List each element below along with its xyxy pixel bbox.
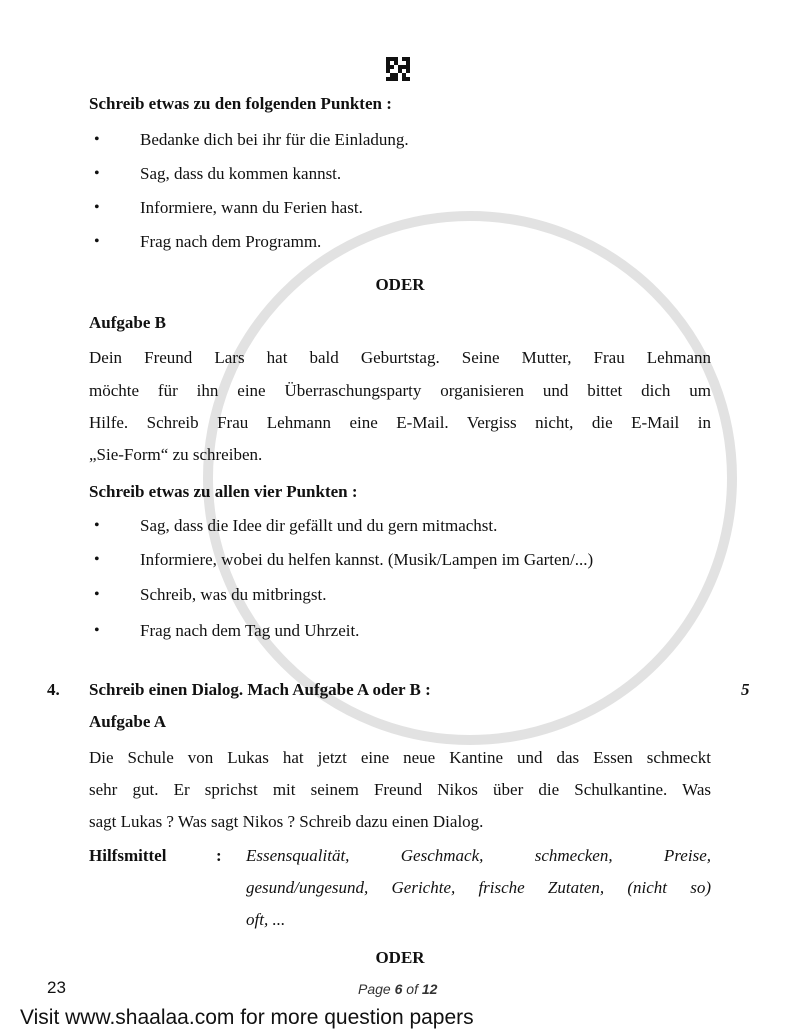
aufgabe-b-title: Aufgabe B [89,313,166,332]
section-heading: Schreib etwas zu allen vier Punkten : [89,482,358,501]
hilfsmittel-label: Hilfsmittel [89,846,167,865]
page-number [358,980,437,998]
footer-visit-text: Visit www.shaalaa.com for more question papers [20,1006,474,1029]
qr-module [406,77,410,81]
bullet-icon: • [94,165,100,182]
paragraph-line: Die Schule von Lukas hat jetzt eine neue Kantine und das Essen schmeckt [89,748,711,767]
bullet-icon: • [94,131,100,148]
paragraph-line: möchte für ihn eine Überraschungsparty organisieren und bittet dich um [89,381,711,400]
page-prefix: Page [358,981,395,997]
hilfsmittel-line: oft, ... [246,910,286,929]
bullet-icon: • [94,233,100,250]
aufgabe-a-title: Aufgabe A [89,712,166,731]
list-item: Sag, dass die Idee dir gefällt und du gern mitmachst. [140,516,498,535]
list-item: Frag nach dem Programm. [140,232,322,251]
bullet-icon: • [94,622,100,639]
qr-code-icon [386,57,410,81]
list-item: Bedanke dich bei ihr für die Einladung. [140,130,409,149]
list-item: Frag nach dem Tag und Uhrzeit. [140,621,360,640]
oder-divider: ODER [375,275,425,294]
bullet-icon: • [94,586,100,603]
page-of: of [402,981,422,997]
oder-divider: ODER [375,948,425,967]
total-pages: 12 [421,981,438,997]
current-page: 6 [394,981,403,997]
paragraph-line: sehr gut. Er sprichst mit seinem Freund Nikos über die Schulkantine. Was [89,780,711,799]
hilfsmittel-colon: : [216,846,222,865]
list-item: Sag, dass du kommen kannst. [140,164,342,183]
page-code: 23 [47,978,66,997]
question-marks: 5 [741,680,750,699]
paragraph-line: Dein Freund Lars hat bald Geburtstag. Seine Mutter, Frau Lehmann [89,348,711,367]
question-number: 4. [47,680,60,699]
paragraph-line: sagt Lukas ? Was sagt Nikos ? Schreib dazu einen Dialog. [89,812,484,831]
list-item: Informiere, wobei du helfen kannst. (Musik/Lampen im Garten/...) [140,550,594,569]
paragraph-line: „Sie-Form“ zu schreiben. [89,445,263,464]
list-item: Schreib, was du mitbringst. [140,585,327,604]
paragraph-line: Hilfe. Schreib Frau Lehmann eine E-Mail. Vergiss nicht, die E-Mail in [89,413,711,432]
hilfsmittel-line: gesund/ungesund, Gerichte, frische Zutaten, (nicht so) [246,878,711,897]
question-text: Schreib einen Dialog. Mach Aufgabe A oder B : [89,680,431,699]
bullet-icon: • [94,551,100,568]
bullet-icon: • [94,199,100,216]
bullet-icon: • [94,517,100,534]
section-heading: Schreib etwas zu den folgenden Punkten : [89,94,392,113]
hilfsmittel-line: Essensqualität, Geschmack, schmecken, Preise, [246,846,711,865]
list-item: Informiere, wann du Ferien hast. [140,198,363,217]
